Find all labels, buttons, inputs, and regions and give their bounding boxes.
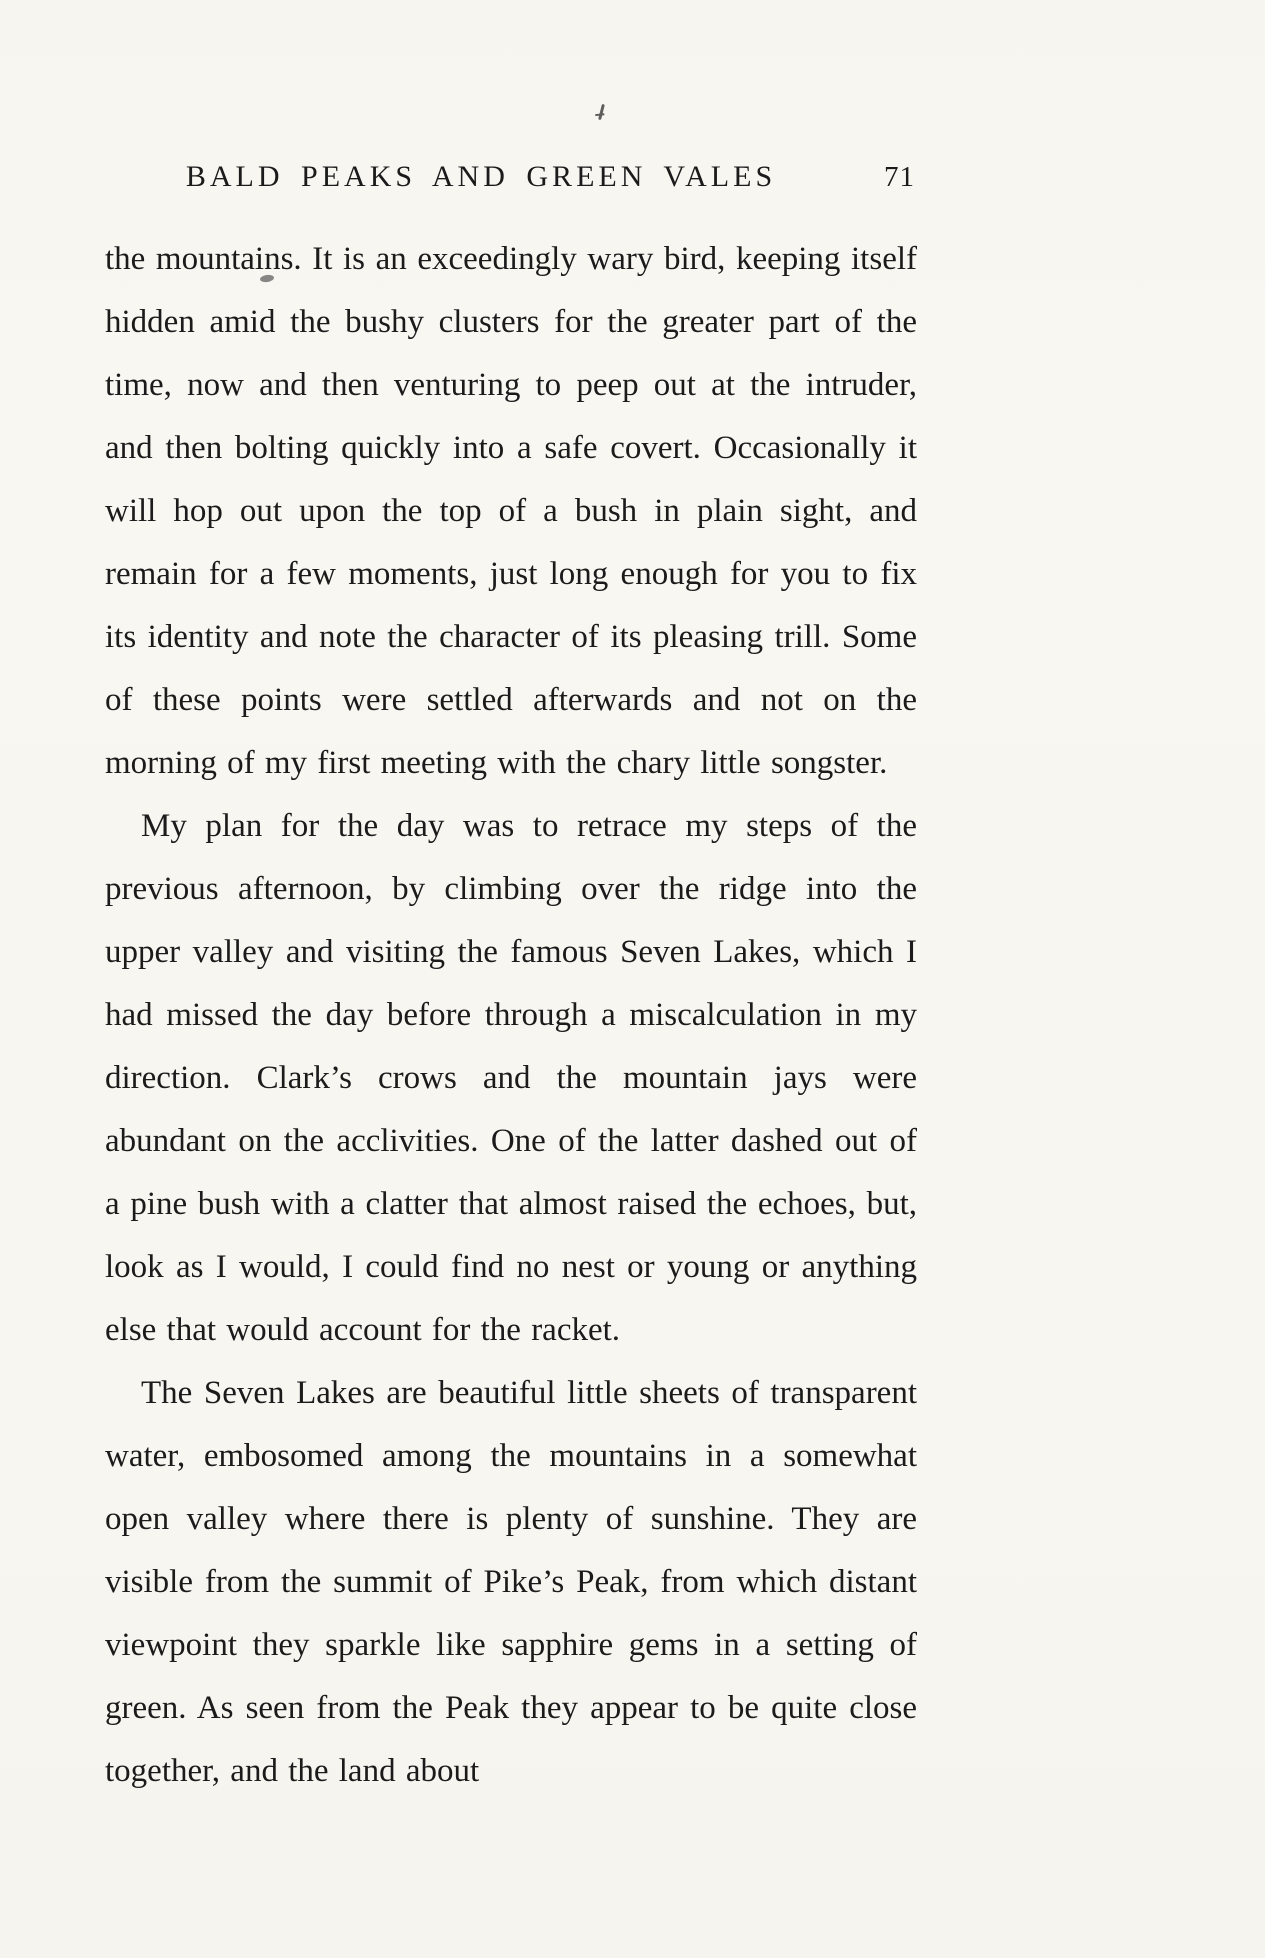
chapter-running-title: BALD PEAKS AND GREEN VALES: [185, 160, 777, 193]
paragraph-continued: the mountains. It is an exceedingly wary bird, keeping itself hidden amid the bushy clusters for the greater part of the time, now and then venturing to peep out at the intruder, and then bolting quickly into a safe covert. Occasionally it will hop out upon the top of a bush in plain sight, and remain for a few moments, just long enough for you to fix its identity and note the character of its pleasing trill. Some of these points were settled afterwards and not on the morning of my first meeting with the chary little songster.: [105, 241, 917, 781]
stray-ink-mark: [598, 104, 605, 120]
text-block: [105, 160, 917, 1803]
page-number: 71: [884, 161, 915, 193]
running-header: [105, 160, 917, 204]
paragraph: My plan for the day was to retrace my steps of the previous afternoon, by climbing over the ridge into the upper valley and visiting the famous Seven Lakes, which I had missed the day before through a miscalculation in my direction. Clark’s crows and the mountain jays were abundant on the acclivities. One of the latter dashed out of a pine bush with a clatter that almost raised the echoes, but, look as I would, I could find no nest or young or anything else that would account for the racket.: [105, 808, 917, 1348]
paragraph: The Seven Lakes are beautiful little sheets of transparent water, embosomed among the mountains in a somewhat open valley where there is plenty of sunshine. They are visible from the summit of Pike’s Peak, from which distant viewpoint they sparkle like sapphire gems in a setting of green. As seen from the Peak they appear to be quite close together, and the land about: [105, 1375, 917, 1789]
